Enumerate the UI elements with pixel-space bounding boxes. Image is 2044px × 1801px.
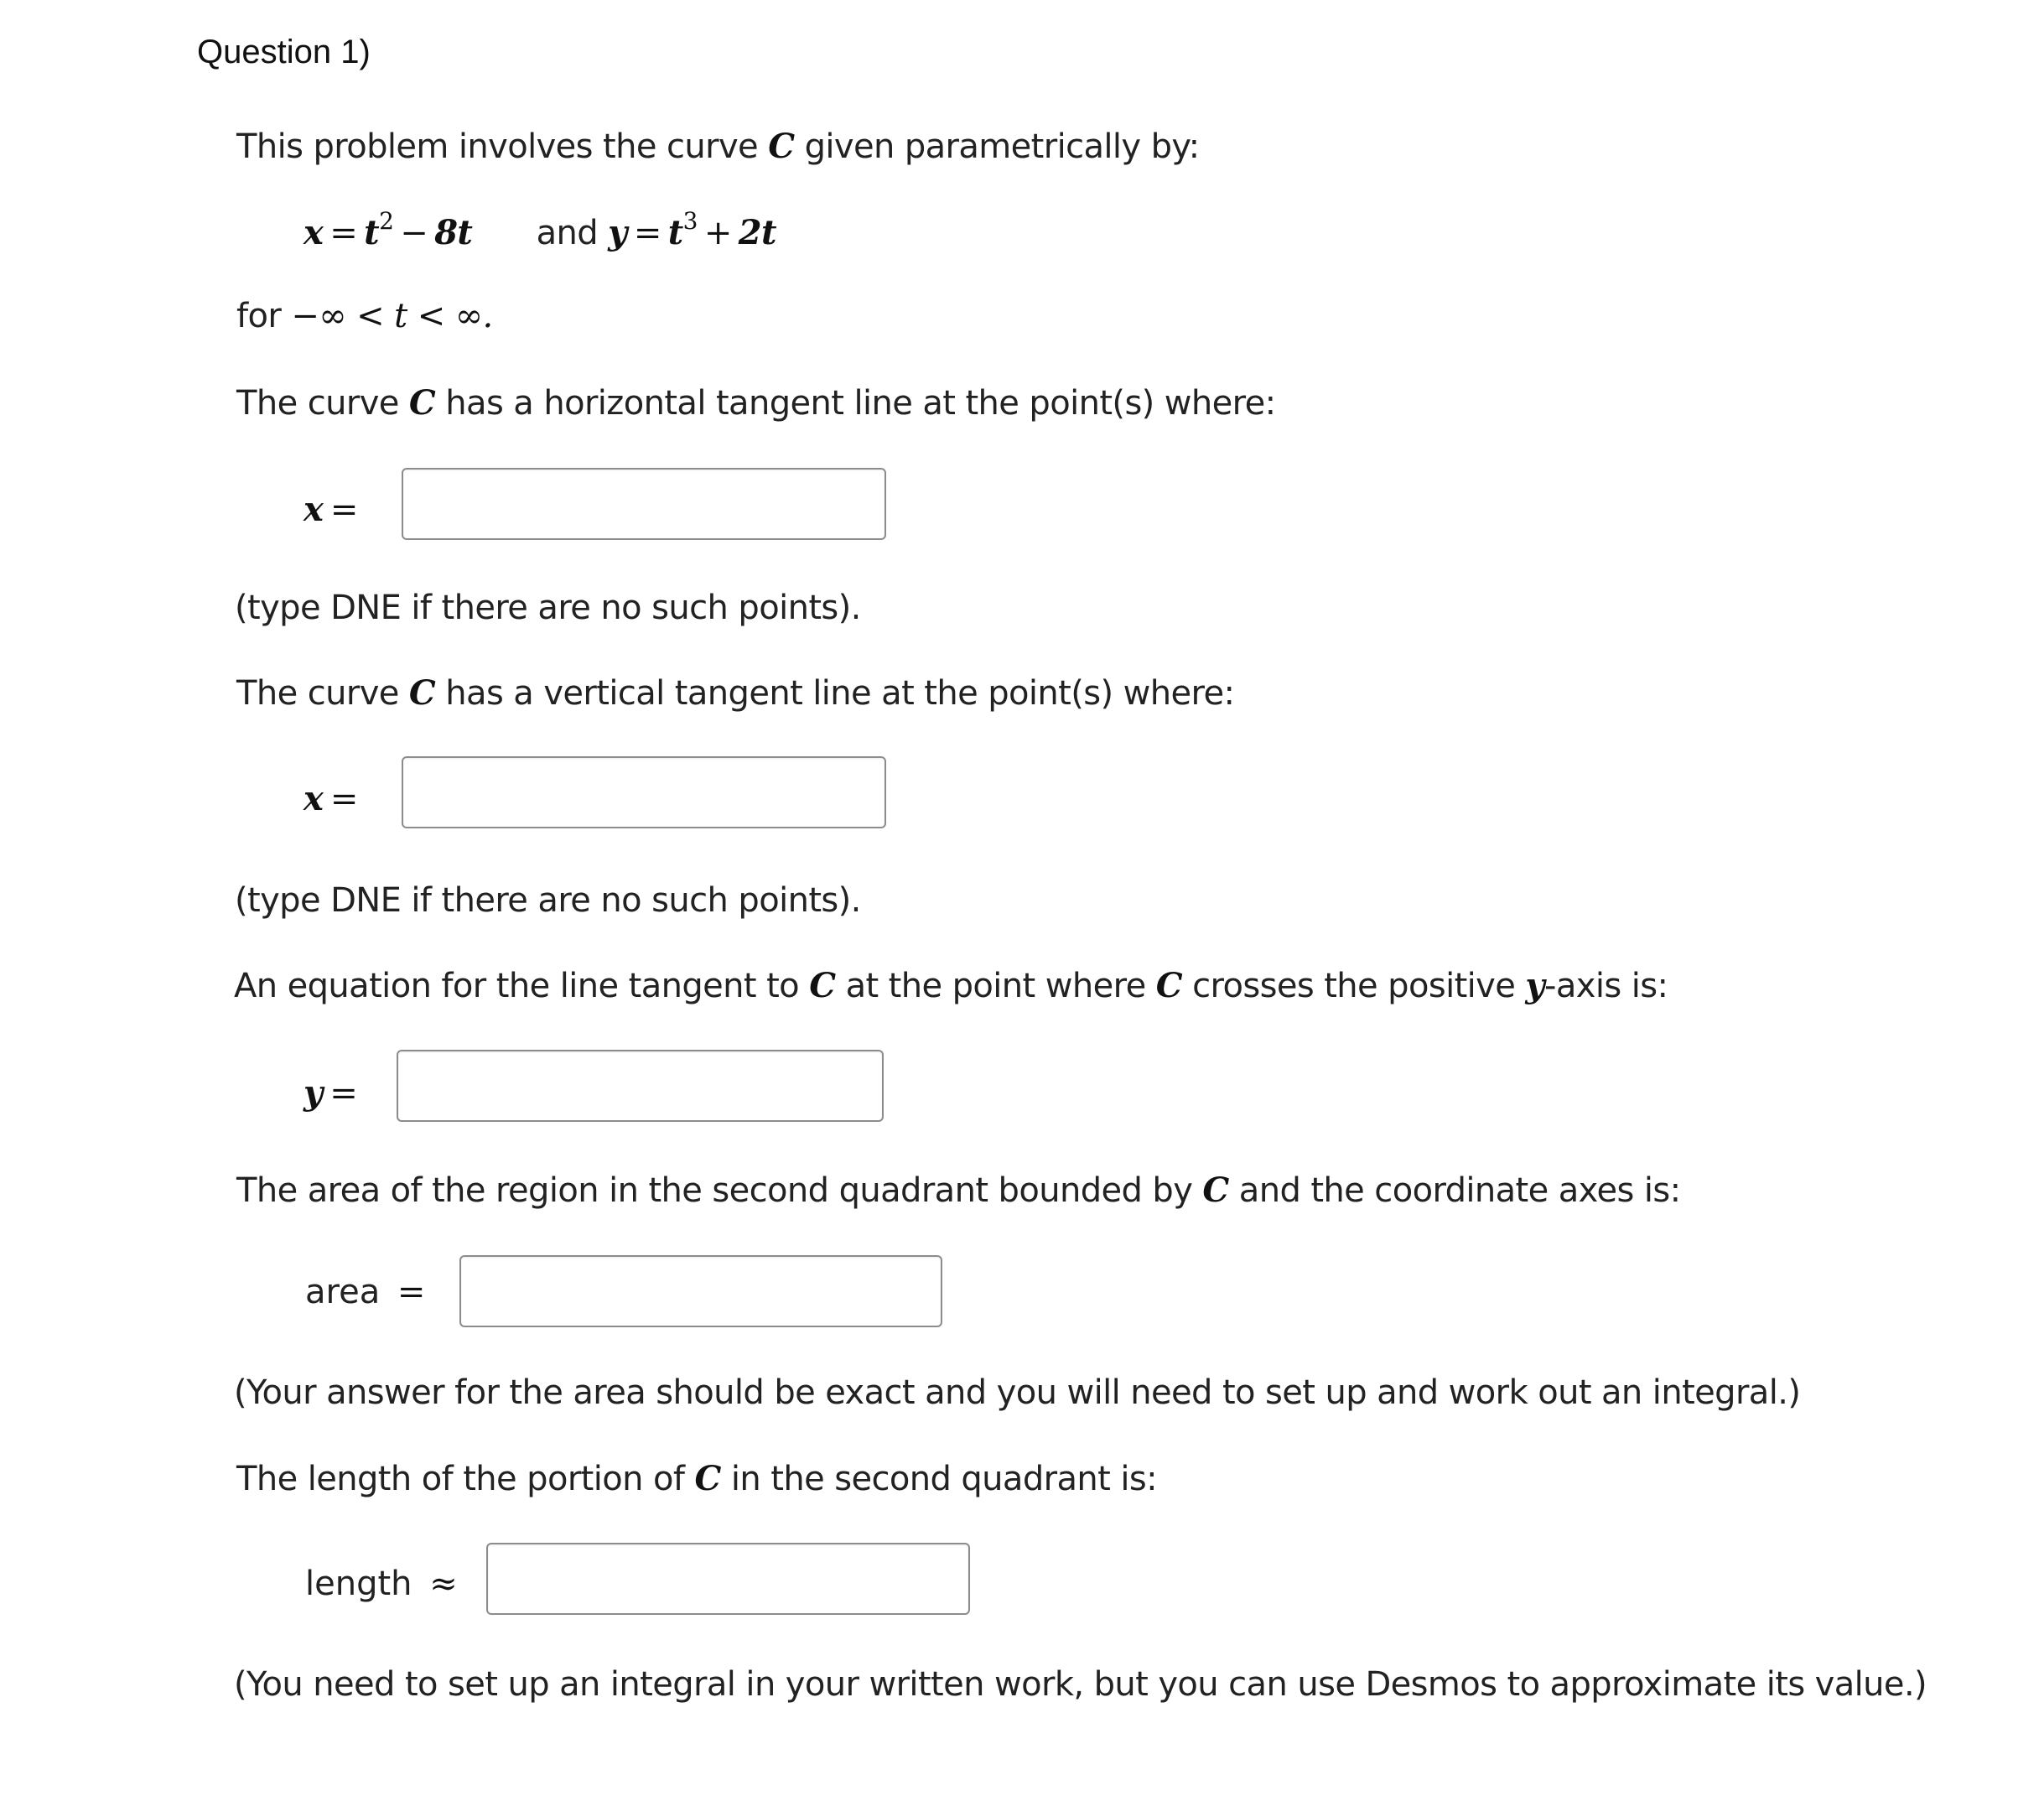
curve-symbol: C xyxy=(768,127,795,166)
intro-line xyxy=(236,127,1200,166)
curve-symbol: C xyxy=(694,1459,721,1498)
vertical-tangent-input[interactable] xyxy=(402,756,886,828)
t-variable-2: t xyxy=(667,213,683,252)
prompt-text-after: has a vertical tangent line at the point(s) where: xyxy=(445,674,1235,713)
prompt-text-after: in the second quadrant is: xyxy=(730,1460,1157,1498)
area-note: (Your answer for the area should be exact and you will need to set up and work out an integral.) xyxy=(234,1373,1801,1412)
equals-sign: = xyxy=(329,214,358,252)
y-variable: y xyxy=(303,1073,324,1113)
exponent-3: 3 xyxy=(682,207,698,235)
prompt-text-4: -axis is: xyxy=(1544,967,1668,1005)
tangent-answer-label xyxy=(303,1073,365,1113)
term-8t: 8t xyxy=(434,213,473,252)
vertical-answer-label xyxy=(303,779,365,818)
area-input[interactable] xyxy=(459,1255,942,1327)
vertical-tangent-prompt xyxy=(236,673,1235,713)
horizontal-answer-label xyxy=(303,490,365,529)
equals-sign: = xyxy=(329,1074,358,1113)
horizontal-tangent-input[interactable] xyxy=(402,468,886,540)
length-answer-label xyxy=(305,1565,464,1603)
t-variable: t xyxy=(364,213,380,252)
approx-sign: ≈ xyxy=(429,1565,458,1603)
question-heading: Question 1) xyxy=(197,34,371,70)
parametric-equations xyxy=(303,207,776,252)
x-variable: x xyxy=(303,490,324,529)
length-input[interactable] xyxy=(486,1543,970,1615)
prompt-text: An equation for the line tangent to xyxy=(234,967,800,1005)
prompt-text: The area of the region in the second quadrant bounded by xyxy=(236,1171,1193,1210)
domain-line xyxy=(236,299,493,333)
area-prompt xyxy=(236,1170,1681,1210)
prompt-text: The curve xyxy=(236,674,399,713)
for-word: for xyxy=(236,297,282,335)
area-word: area xyxy=(305,1273,381,1311)
horizontal-tangent-prompt xyxy=(236,383,1276,423)
curve-symbol-2: C xyxy=(1155,966,1182,1005)
equals-sign: = xyxy=(397,1273,426,1311)
minus-sign: − xyxy=(400,214,428,252)
length-note: (You need to set up an integral in your written work, but you can use Desmos to approximate its value.) xyxy=(234,1665,1927,1704)
prompt-text-2: at the point where xyxy=(845,967,1146,1005)
intro-text-after: given parametrically by: xyxy=(804,127,1200,166)
curve-symbol: C xyxy=(809,966,836,1005)
prompt-text: The length of the portion of xyxy=(236,1460,685,1498)
length-word: length xyxy=(305,1565,412,1603)
curve-symbol: C xyxy=(1202,1170,1229,1210)
prompt-text-after: and the coordinate axes is: xyxy=(1238,1171,1681,1210)
curve-symbol: C xyxy=(408,673,436,713)
intro-text: This problem involves the curve xyxy=(236,127,759,166)
curve-symbol: C xyxy=(408,383,436,423)
term-2t: 2t xyxy=(738,213,776,252)
x-variable: x xyxy=(303,779,324,818)
tangent-line-input[interactable] xyxy=(397,1050,884,1122)
area-answer-label xyxy=(305,1273,432,1311)
and-word: and xyxy=(536,214,599,252)
prompt-text-3: crosses the positive xyxy=(1192,967,1516,1005)
y-variable: y xyxy=(1525,966,1545,1005)
exponent-2: 2 xyxy=(379,207,394,235)
plus-sign: + xyxy=(703,214,732,252)
length-prompt xyxy=(236,1459,1157,1498)
prompt-text: The curve xyxy=(236,384,399,423)
horizontal-note: (type DNE if there are no such points). xyxy=(235,589,861,627)
prompt-text-after: has a horizontal tangent line at the point(s) where: xyxy=(445,384,1276,423)
x-variable: x xyxy=(303,213,324,252)
domain-expression: −∞ < t < ∞. xyxy=(291,297,493,335)
tangent-line-prompt xyxy=(234,966,1668,1005)
y-variable: y xyxy=(608,213,627,252)
equals-sign: = xyxy=(329,490,359,529)
equals-sign: = xyxy=(329,780,359,818)
equals-sign-2: = xyxy=(633,214,661,252)
vertical-note: (type DNE if there are no such points). xyxy=(235,881,861,920)
